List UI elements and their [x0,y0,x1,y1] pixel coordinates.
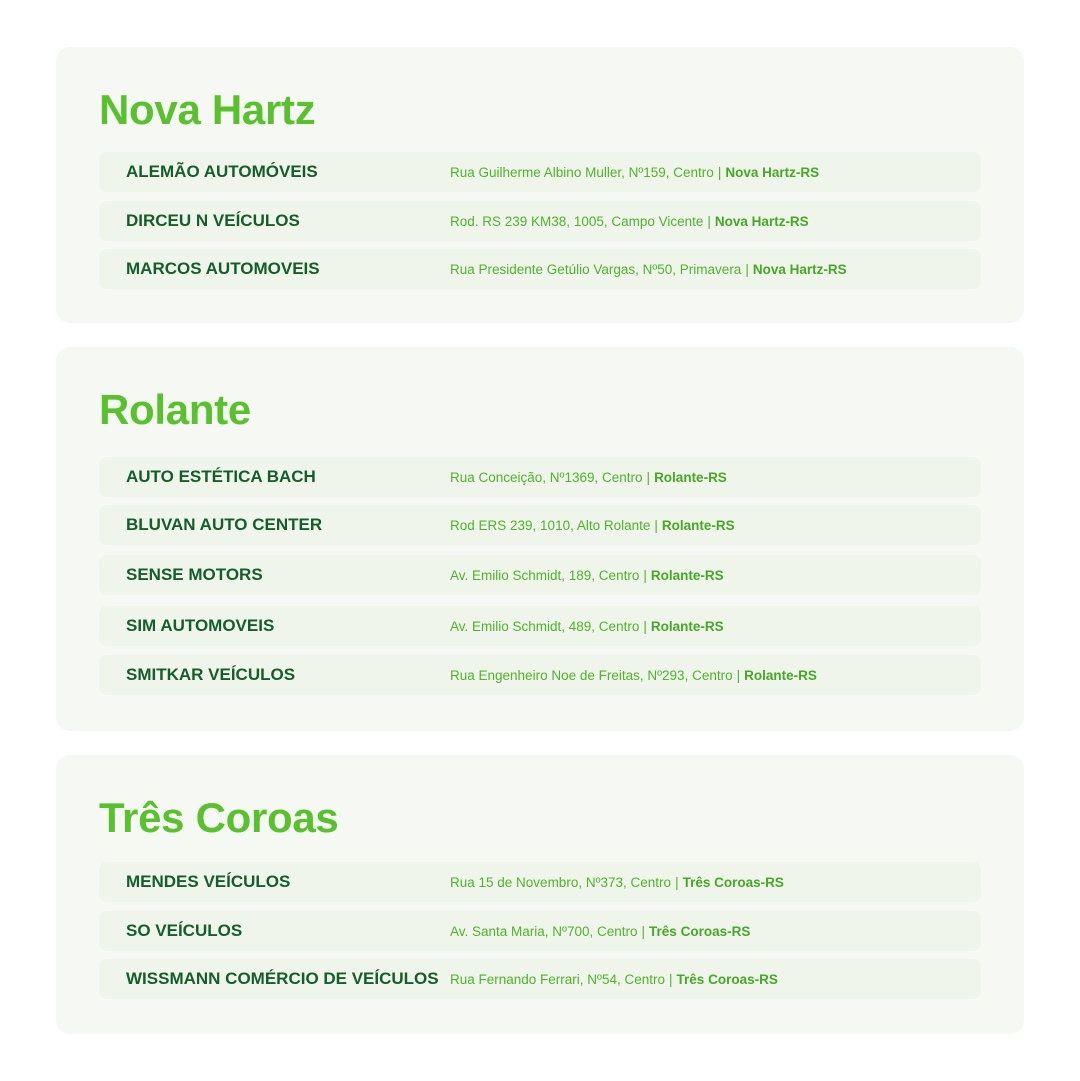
section-title: Nova Hartz [99,86,316,133]
section-tres-coroas [56,755,1024,1034]
section-title: Três Coroas [99,794,339,841]
list-item [99,655,981,695]
dealer-address: Av. Emilio Schmidt, 489, Centro | Rolante-RS [450,618,724,634]
dealer-city: Nova Hartz-RS [752,261,847,277]
dealer-city: Nova Hartz-RS [725,164,820,180]
dealer-address: Rod ERS 239, 1010, Alto Rolante | Rolante-RS [450,517,735,533]
section-rolante [56,347,1024,731]
dealer-name: WISSMANN COMÉRCIO DE VEÍCULOS [126,969,439,988]
dealer-name: MENDES VEÍCULOS [126,872,291,891]
list-item [99,505,981,545]
section-title: Rolante [99,386,251,433]
dealer-address: Av. Santa Maria, Nº700, Centro | Três Coroas-RS [450,923,751,939]
dealer-city: Três Coroas-RS [682,874,784,890]
list-item [99,555,981,595]
dealer-name: ALEMÃO AUTOMÓVEIS [126,162,318,181]
dealer-address: Rua Engenheiro Noe de Freitas, Nº293, Centro | Rolante-RS [450,667,817,683]
dealer-address: Rua Conceição, Nº1369, Centro | Rolante-RS [450,469,727,485]
dealer-name: MARCOS AUTOMOVEIS [126,259,320,278]
dealer-name: AUTO ESTÉTICA BACH [126,467,316,486]
dealer-address: Rua Guilherme Albino Muller, Nº159, Centro | Nova Hartz-RS [450,164,820,180]
dealer-city: Rolante-RS [650,618,724,634]
dealer-city: Rolante-RS [650,567,724,583]
dealer-address: Rua 15 de Novembro, Nº373, Centro | Três Coroas-RS [450,874,784,890]
dealer-name: SMITKAR VEÍCULOS [126,665,296,684]
dealer-name: SO VEÍCULOS [126,921,243,940]
dealer-address: Rua Presidente Getúlio Vargas, Nº50, Primavera | Nova Hartz-RS [450,261,847,277]
dealer-address: Av. Emilio Schmidt, 189, Centro | Rolante-RS [450,567,724,583]
list-item [99,249,981,289]
section-nova-hartz [56,47,1024,323]
dealer-city: Rolante-RS [744,667,817,683]
dealer-address: Rua Fernando Ferrari, Nº54, Centro | Três Coroas-RS [450,971,778,987]
dealer-city: Três Coroas-RS [649,923,751,939]
dealer-name: DIRCEU N VEÍCULOS [126,211,300,230]
list-item [99,152,981,192]
dealer-name: SENSE MOTORS [126,565,263,584]
list-item [99,862,981,902]
dealer-city: Rolante-RS [661,517,735,533]
list-item [99,457,981,497]
dealer-city: Nova Hartz-RS [714,213,809,229]
dealer-address: Rod. RS 239 KM38, 1005, Campo Vicente | Nova Hartz-RS [450,213,809,229]
list-item [99,959,981,999]
list-item [99,606,981,646]
list-item [99,911,981,951]
dealer-city: Rolante-RS [654,469,727,485]
dealer-name: SIM AUTOMOVEIS [126,616,275,635]
dealer-city: Três Coroas-RS [676,971,778,987]
list-item [99,201,981,241]
dealer-name: BLUVAN AUTO CENTER [126,515,323,534]
